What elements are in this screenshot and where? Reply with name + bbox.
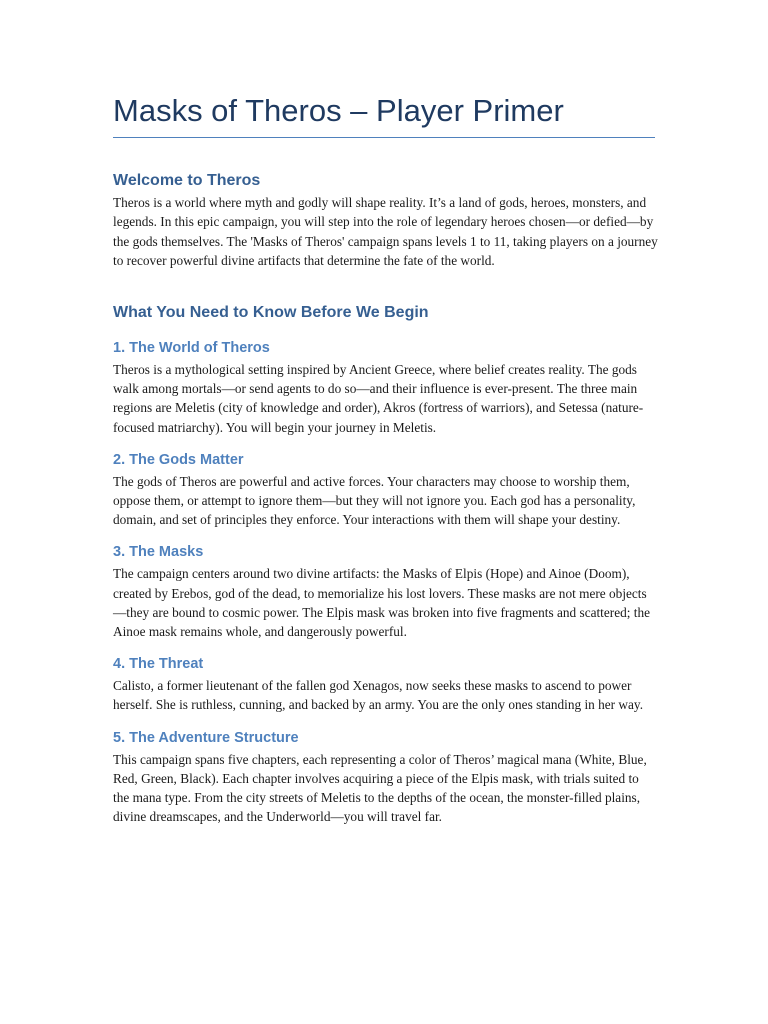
need-to-know-heading: What You Need to Know Before We Begin (113, 304, 429, 321)
section-masks-heading: 3. The Masks (113, 544, 204, 561)
document-title: Masks of Theros – Player Primer (113, 92, 655, 138)
welcome-paragraph: Theros is a world where myth and godly will shape reality. It’s a land of gods, heroes, monsters, and legends. In this epic campaign, you will step into the role of legendary heroes chosen—or defied—by the gods themselves. The 'Masks of Theros' campaign spans levels 1 to 11, taking players on a journey to recover powerful divine artifacts that determine the fate of the world. (113, 195, 658, 268)
section-structure-paragraph: This campaign spans five chapters, each representing a color of Theros’ magical mana (White, Blue, Red, Green, Black). Each chapter involves acquiring a piece of the Elpis mask, with trials suited to the mana type. From the city streets of Meletis to the depths of the ocean, the monster-filled plains, divine dreamscapes, and the Underworld—you will travel far. (113, 751, 647, 825)
section-world-heading: 1. The World of Theros (113, 340, 270, 356)
section-gods-heading: 2. The Gods Matter (113, 451, 244, 468)
section-masks-paragraph: The campaign centers around two divine artifacts: the Masks of Elpis (Hope) and Ainoe (Doom), created by Erebos, god of the dead, to memorialize his lost lovers. These masks are not mere objects—they are bound to cosmic power. The Elpis mask was broken into five fragments and scattered; the Ainoe mask remains whole, and dangerously powerful. (113, 566, 651, 640)
section-gods-paragraph: The gods of Theros are powerful and active forces. Your characters may choose to worship them, oppose them, or attempt to ignore them—but they will not ignore you. Each god has a personality, domain, and set of principles they enforce. Your interactions with them will shape your destiny. (113, 473, 636, 528)
section-threat-heading: 4. The Threat (113, 656, 204, 673)
section-world-paragraph: Theros is a mythological setting inspired by Ancient Greece, where belief creates reality. The gods walk among mortals—or send agents to do so—and their influence is ever-present. The three main regions are Meletis (city of knowledge and order), Akros (fortress of warriors), and Setessa (nature-focused matriarchy). You will begin your journey in Meletis. (113, 362, 644, 435)
section-structure-heading: 5. The Adventure Structure (113, 729, 299, 746)
welcome-heading: Welcome to Theros (113, 172, 261, 190)
section-threat-paragraph: Calisto, a former lieutenant of the fallen god Xenagos, now seeks these masks to ascend to power herself. She is ruthless, cunning, and backed by an army. You are the only ones standing in her way. (113, 678, 644, 713)
